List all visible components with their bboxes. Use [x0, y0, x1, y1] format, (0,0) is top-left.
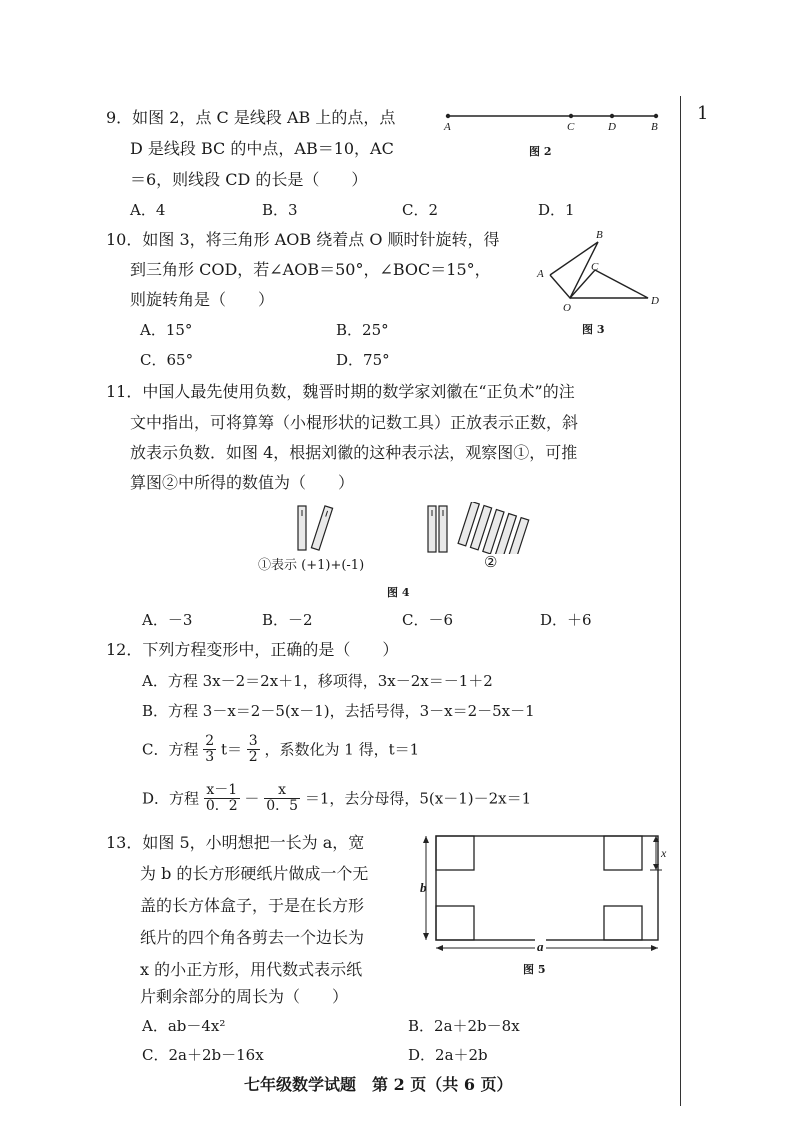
fig4-label-2: ② — [484, 553, 498, 571]
q9-option-a[interactable]: A．4 — [130, 201, 166, 219]
page-margin-mark: 1 — [697, 103, 709, 124]
cardboard-rect — [436, 836, 658, 940]
fig3-label-a: A — [537, 268, 544, 280]
q10-line-3: 则旋转角是（ ） — [130, 290, 275, 309]
figure-5-cardboard — [418, 830, 670, 956]
q10-line-1: 10．如图 3，将三角形 AOB 绕着点 O 顺时针旋转，得 — [106, 230, 500, 249]
figure-4-counting-rods-2 — [424, 502, 564, 554]
q13-line-2: 为 b 的长方形硬纸片做成一个无 — [140, 864, 369, 883]
q12-d-minus: － — [244, 789, 260, 808]
point-c — [569, 114, 573, 118]
q11-line-4: 算图②中所得的数值为（ ） — [130, 473, 355, 492]
corner-square-tl — [436, 836, 474, 870]
fig4-label-1: ①表示 (+1)+(-1) — [258, 558, 365, 573]
q10-line-2: 到三角形 COD，若∠AOB＝50°，∠BOC＝15°， — [130, 260, 491, 279]
fraction-3-2: $\frac{3}{2}$ — [248, 733, 258, 765]
figure-4-counting-rods-1 — [292, 502, 342, 554]
fig2-label-a: A — [444, 121, 451, 133]
q13-option-d[interactable]: D．2a＋2b — [408, 1046, 488, 1064]
q12-d-suffix: ＝1，去分母得，5(x－1)－2x＝1 — [304, 789, 532, 808]
q12-option-a[interactable]: A．方程 3x－2＝2x＋1，移项得，3x－2x＝－1＋2 — [142, 672, 493, 690]
corner-square-br — [604, 906, 642, 940]
fig5-label-x: x — [661, 846, 667, 860]
q13-line-6: 片剩余部分的周长为（ ） — [140, 987, 349, 1006]
q12-c-mid: t＝ — [220, 740, 242, 759]
page-divider-line — [680, 96, 681, 1106]
q12-d-prefix: D．方程 — [142, 789, 200, 808]
q9-line-2: D 是线段 BC 的中点，AB＝10，AC — [130, 139, 394, 158]
point-b — [654, 114, 658, 118]
fig3-label-o: O — [563, 302, 571, 314]
page-footer: 七年级数学试题 第 2 页（共 6 页） — [244, 1075, 513, 1094]
q13-line-5: x 的小正方形，用代数式表示纸 — [140, 960, 363, 979]
q11-option-a[interactable]: A．－3 — [142, 611, 193, 629]
q9-line-3: ＝6，则线段 CD 的长是（ ） — [130, 170, 368, 189]
q11-line-3: 放表示负数．如图 4，根据刘徽的这种表示法，观察图①，可推 — [130, 443, 578, 462]
q10-option-a[interactable]: A．15° — [140, 321, 193, 339]
q12-option-d[interactable] — [142, 783, 531, 814]
q13-option-a[interactable]: A．ab－4x² — [142, 1017, 226, 1035]
rod-slanted — [311, 506, 332, 550]
q13-line-1: 13．如图 5，小明想把一长为 a，宽 — [106, 833, 365, 852]
q12-c-prefix: C．方程 — [142, 740, 199, 759]
q9-line-1: 9．如图 2，点 C 是线段 AB 上的点，点 — [106, 108, 396, 127]
fig3-label-d: D — [651, 295, 659, 307]
q10-option-b[interactable]: B．25° — [336, 321, 389, 339]
fraction-x-minus-1-over-0-2: $\frac{x-1}{0.2}$ — [205, 782, 238, 814]
fig5-label-b: b — [420, 880, 427, 895]
q11-option-d[interactable]: D．＋6 — [540, 611, 592, 629]
figure-2-caption: 图 2 — [529, 145, 552, 158]
fig3-label-b: B — [596, 229, 603, 241]
q13-line-3: 盖的长方体盒子，于是在长方形 — [140, 896, 365, 915]
q13-option-b[interactable]: B．2a＋2b－8x — [408, 1017, 520, 1035]
q11-line-1: 11．中国人最先使用负数，魏晋时期的数学家刘徽在“正负术”的注 — [106, 382, 575, 401]
figure-4-caption: 图 4 — [387, 586, 410, 599]
fig3-label-c: C — [591, 261, 599, 273]
q9-option-c[interactable]: C．2 — [402, 201, 439, 219]
figure-5-caption: 图 5 — [523, 963, 546, 976]
q9-option-b[interactable]: B．3 — [262, 201, 298, 219]
q12-c-suffix: ，系数化为 1 得，t＝1 — [264, 740, 420, 759]
fig5-label-a: a — [537, 939, 544, 954]
corner-square-tr — [604, 836, 642, 870]
fraction-2-3: $\frac{2}{3}$ — [205, 733, 215, 765]
q13-line-4: 纸片的四个角各剪去一个边长为 — [140, 928, 365, 947]
figure-3-caption: 图 3 — [582, 323, 605, 336]
fig2-label-b: B — [651, 121, 658, 133]
q11-option-b[interactable]: B．－2 — [262, 611, 313, 629]
point-a — [446, 114, 450, 118]
figure-2-line-segment — [440, 108, 670, 128]
q11-option-c[interactable]: C．－6 — [402, 611, 454, 629]
fraction-x-over-0-5: $\frac{x}{0.5}$ — [266, 782, 299, 814]
q10-option-c[interactable]: C．65° — [140, 351, 194, 369]
q10-option-d[interactable]: D．75° — [336, 351, 390, 369]
q12-option-b[interactable]: B．方程 3－x＝2－5(x－1)，去括号得，3－x＝2－5x－1 — [142, 702, 535, 720]
q12-option-c[interactable] — [142, 734, 419, 765]
q12-stem: 12．下列方程变形中，正确的是（ ） — [106, 640, 399, 659]
fig2-label-c: C — [567, 121, 575, 133]
figure-3-rotation — [540, 230, 660, 320]
fig2-label-d: D — [608, 121, 616, 133]
q9-option-d[interactable]: D．1 — [538, 201, 575, 219]
q11-line-2: 文中指出，可将算筹（小棍形状的记数工具）正放表示正数，斜 — [130, 413, 579, 432]
point-d — [610, 114, 614, 118]
q13-option-c[interactable]: C．2a＋2b－16x — [142, 1046, 264, 1064]
corner-square-bl — [436, 906, 474, 940]
